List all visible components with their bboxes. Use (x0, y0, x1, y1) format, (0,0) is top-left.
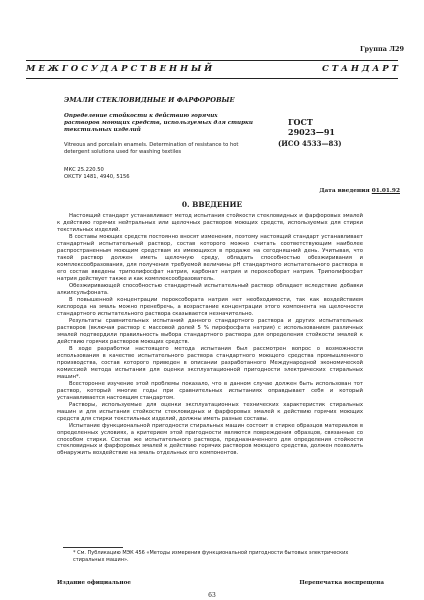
gost-block (288, 118, 335, 137)
banner-left: М Е Ж Г О С У Д А Р С Т В Е Н Н Ы Й (26, 64, 213, 74)
section-heading: 0. ВВЕДЕНИЕ (181, 200, 243, 209)
gost-label: ГОСТ (288, 117, 313, 127)
bottom-rule (26, 78, 398, 79)
paragraph: Результаты сравнительных испытаний данного стандартного раствора и других испытательных растворов (включая раствор с массовой долей 5 % пирофосфата натрия) с использованием различных эмалей подтвердили правильность выбора стандартного раствора для определения стойкости эмалей к действию горячих растворов моющих средств. (57, 317, 363, 345)
paragraph: Обезжиривающей способностью стандартный испытательный раствор обладает вследствие добавки алкилсульфоната. (57, 282, 363, 296)
page-number: 63 (208, 592, 216, 599)
paragraph: Настоящий стандарт устанавливает метод испытания стойкости стекловидных и фарфоровых эмалей к действию горячих нейтральных или щелочных растворов моющих средств, используемых для стирки текстильных изделий. (57, 213, 363, 233)
group-code: Группа Л29 (360, 45, 404, 53)
standard-banner (26, 64, 398, 74)
document-subtitle: Определение стойкости к действию горячих растворов моющих средств, используемых для стирки текстильных изделий (64, 113, 253, 133)
classification-codes (64, 167, 130, 181)
paragraph: В ходе разработки настоящего метода испытания был рассмотрен вопрос о возможности использования в качестве испытательного раствора стандартного моющего средства промышленного производства, состав которого приведен в описании разработанного Международной экономической комиссией метода испытания для оценки эксплуатационной пригодности электрических стиральных машин*. (57, 345, 363, 380)
paragraph: В повышенной концентрации пероксобората натрия нет необходимости, так как воздействием кислорода на эмаль можно пренебречь, а возрастание концентрации этого компонента на щелочности стандартного испытательного раствора сказывается незначительно. (57, 296, 363, 317)
iso-reference: (ИСО 4533—83) (278, 139, 342, 148)
english-title: Vitreous and porcelain enamels. Determination of resistance to hot detergent solutions used for washing textiles (64, 142, 239, 156)
top-rule (26, 60, 398, 61)
gost-number: 29023—91 (288, 126, 335, 137)
footnote: * См. Публикацию МЭК 456 «Методы измерения функциональной пригодности бытовых электрических стиральных машин». (73, 550, 349, 563)
banner-right: С Т А Н Д А Р Т (322, 64, 398, 74)
date-label: Дата введения (319, 188, 370, 194)
okstu-code: ОКСТУ 1481, 4940, 5156 (64, 174, 130, 181)
mks-code: МКС 25.220.50 (64, 167, 104, 173)
paragraph: Растворы, используемые для оценки эксплуатационных технических характеристик стиральных машин и для испытания стойкости стекловидных и фарфоровых эмалей к действию горячих моющих средств для стирки текстильных изделий, должны иметь разные составы. (57, 401, 363, 422)
edition-label: Издание официальное (57, 580, 131, 586)
paragraph: В составы моющих средств постоянно вносят изменения, поэтому настоящий стандарт устанавливает стандартный испытательный раствор, состав которого можно считать соответствующим наиболее распространенным моющим средствам из имеющихся в продаже на сегодняшний день. Учитывая, что такой раствор должен иметь щелочную среду, обладать способностью обезжиривания и комплексообразования, для получения требуемой величины pH стандартного испытательного раствора в его состав введены триполифосфат натрия, карбонат натрия и пероксоборат натрия. Триполифосфат натрия действует также и как комплексообразователь. (57, 233, 363, 282)
effective-date (319, 188, 400, 194)
paragraph: Всесторонне изучение этой проблемы показало, что в данном случае должен быть использован тот раствор, который многие годы при сравнительных испытаниях оправдывает себя и который устанавливается настоящим стандартом. (57, 380, 363, 401)
footnote-divider (63, 547, 123, 548)
paragraph: Испытание функциональной пригодности стиральных машин состоит в стирке образцов материалов в определенных условиях, а критерием этой пригодности являются повреждения образцов, связанные со способом стирки. Состав же испытательного раствора, предназначенного для определения стойкости стекловидных и фарфоровых эмалей к действию горячих растворов моющего средства, должен позволить обнаружить воздействие на эмаль отдельных его компонентов. (57, 422, 363, 457)
date-value: 01.01.92 (371, 188, 400, 194)
body-text (57, 213, 363, 457)
document-title: ЭМАЛИ СТЕКЛОВИДНЫЕ И ФАРФОРОВЫЕ (64, 96, 235, 104)
reprint-notice: Перепечатка воспрещена (299, 580, 384, 586)
